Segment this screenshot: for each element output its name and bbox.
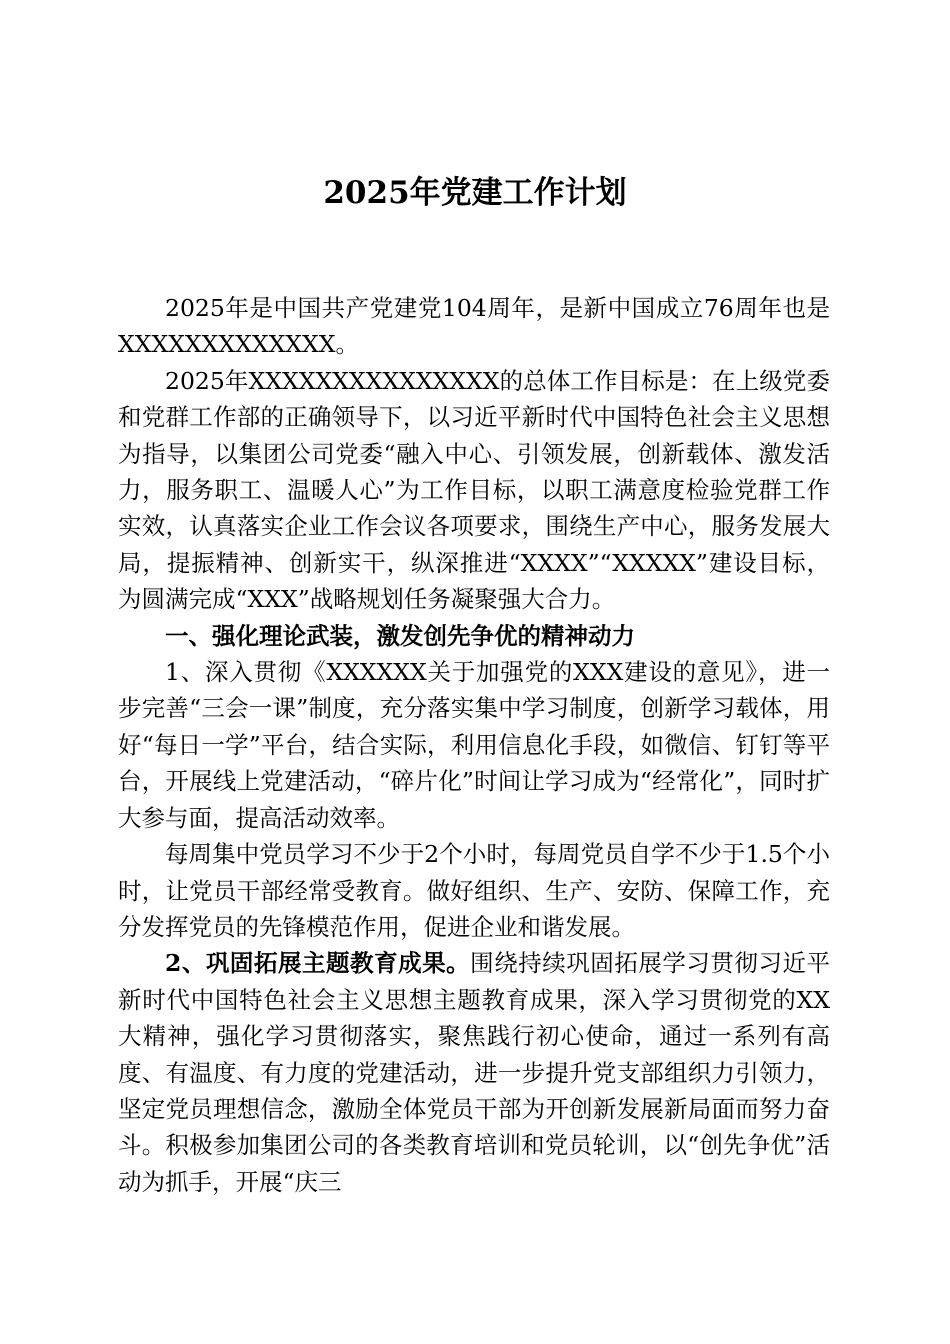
paragraph-overall-goal: 2025年XXXXXXXXXXXXXXX的总体工作目标是：在上级党委和党群工作部的正确领导下，以习近平新时代中国特色社会主义思想为指导，以集团公司党委“融入中心、引领发展，创新载体、激发活力，服务职工、温暖人心”为工作目标，以职工满意度检验党群工作实效，认真落实企业工作会议各项要求，围绕生产中心，服务发展大局，提振精神、创新实干，纵深推进“XXXX”“XXXXX”建设目标，为圆满完成“XXX”战略规划任务凝聚强大合力。 — [118, 366, 830, 614]
paragraph-item-1: 1、深入贯彻《XXXXXX关于加强党的XXX建设的意见》，进一步完善“三会一课”制度，充分落实集中学习制度，创新学习载体，用好“每日一学”平台，结合实际，利用信息化手段，如微信、钉钉等平台，开展线上党建活动，“碎片化”时间让学习成为“经常化”，同时扩大参与面，提高活动效率。 — [118, 658, 830, 832]
item-2-lead: 2、巩固拓展主题教育成果。 — [165, 949, 471, 978]
section-heading-1: 一、强化理论武装，激发创先争优的精神动力 — [165, 621, 635, 650]
document-title: 2025年党建工作计划 — [323, 175, 627, 211]
paragraph-item-2 — [118, 945, 830, 1200]
document-body — [118, 290, 830, 1200]
item-2-body: 围绕持续巩固拓展学习贯彻习近平新时代中国特色社会主义思想主题教育成果，深入学习贯彻党的XX大精神，强化学习贯彻落实，聚焦践行初心使命，通过一系列有高度、有温度、有力度的党建活动，进一步提升党支部组织力引领力，坚定党员理想信念，激励全体党员干部为开创新发展新局面而努力奋斗。积极参加集团公司的各类教育培训和党员轮训，以“创先争优”活动为抓手，开展“庆三 — [118, 949, 831, 1196]
paragraph-intro: 2025年是中国共产党建党104周年，是新中国成立76周年也是XXXXXXXXXXXXX。 — [118, 294, 830, 359]
paragraph-item-1-followup: 每周集中党员学习不少于2个小时，每周党员自学不少于1.5个小时，让党员干部经常受教育。做好组织、生产、安防、保障工作，充分发挥党员的先锋模范作用，促进企业和谐发展。 — [118, 840, 830, 941]
